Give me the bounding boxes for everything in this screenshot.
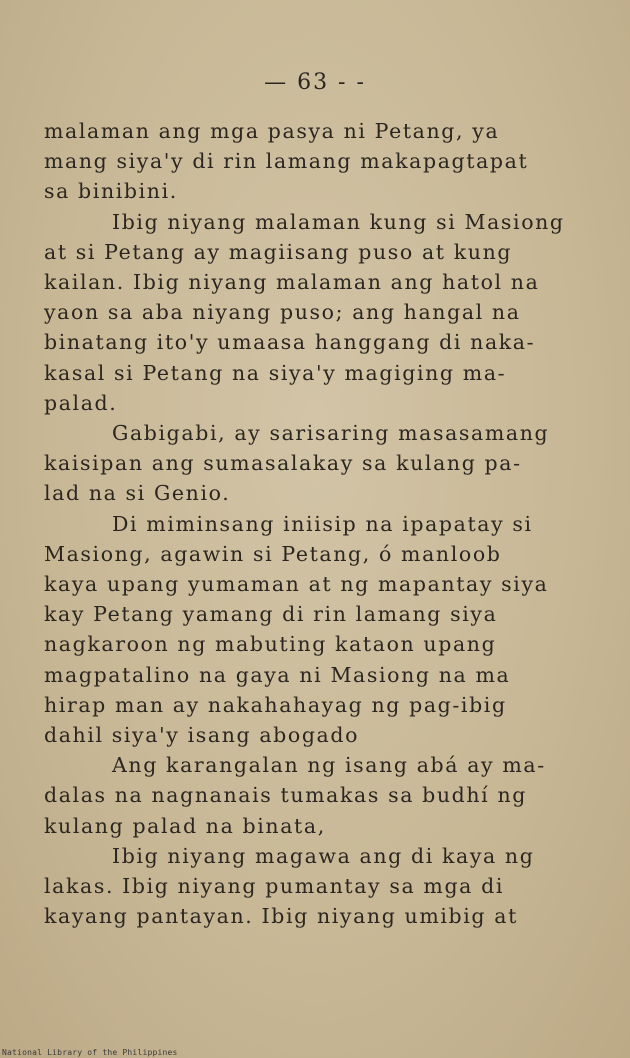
text-line: palad. bbox=[44, 390, 118, 415]
text-line: kaisipan ang sumasalakay sa kulang pa- bbox=[44, 451, 522, 476]
text-line: kailan. Ibig niyang malaman ang hatol na bbox=[44, 270, 540, 295]
footer-credit: National Library of the Philippines bbox=[2, 1048, 178, 1057]
text-line: hirap man ay nakahahayag ng pag-ibig bbox=[44, 692, 507, 717]
text-line: lakas. Ibig niyang pumantay sa mga di bbox=[44, 874, 504, 899]
text-line: nagkaroon ng mabuting kataon upang bbox=[44, 632, 497, 657]
text-line: lad na si Genio. bbox=[44, 481, 231, 506]
body-text bbox=[44, 116, 592, 931]
text-line: magpatalino na gaya ni Masiong na ma bbox=[44, 662, 511, 687]
text-line: dalas na nagnanais tumakas sa budhí ng bbox=[44, 783, 527, 808]
text-line: Ibig niyang magawa ang di kaya ng bbox=[112, 843, 535, 868]
text-line: kulang palad na binata, bbox=[44, 813, 326, 838]
text-line: malaman ang mga pasya ni Petang, ya bbox=[44, 119, 500, 143]
text-line: kayang pantayan. Ibig niyang umibig at bbox=[44, 904, 518, 929]
text-line: kasal si Petang na siya'y magiging ma- bbox=[44, 360, 507, 385]
text-line: Ang karangalan ng isang abá ay ma- bbox=[112, 753, 546, 778]
text-line: Masiong, agawin si Petang, ó manloob bbox=[44, 541, 502, 566]
text-line: kaya upang yumaman at ng mapantay siya bbox=[44, 572, 549, 597]
text-line: kay Petang yamang di rin lamang siya bbox=[44, 602, 498, 627]
page-number: — 63 - - bbox=[264, 70, 366, 95]
text-line: binatang ito'y umaasa hanggang di naka- bbox=[44, 330, 536, 355]
text-line: at si Petang ay magiisang puso at kung bbox=[44, 239, 513, 264]
text-line: dahil siya'y isang abogado bbox=[44, 723, 360, 748]
text-line: Gabigabi, ay sarisaring masasamang bbox=[112, 421, 550, 446]
text-line: Di miminsang iniisip na ipapatay si bbox=[112, 511, 533, 536]
text-line: mang siya'y di rin lamang makapagtapat bbox=[44, 149, 529, 174]
text-line: yaon sa aba niyang puso; ang hangal na bbox=[44, 300, 521, 325]
text-line: sa binibini. bbox=[44, 179, 178, 204]
text-line: Ibig niyang malaman kung si Masiong bbox=[112, 209, 565, 234]
